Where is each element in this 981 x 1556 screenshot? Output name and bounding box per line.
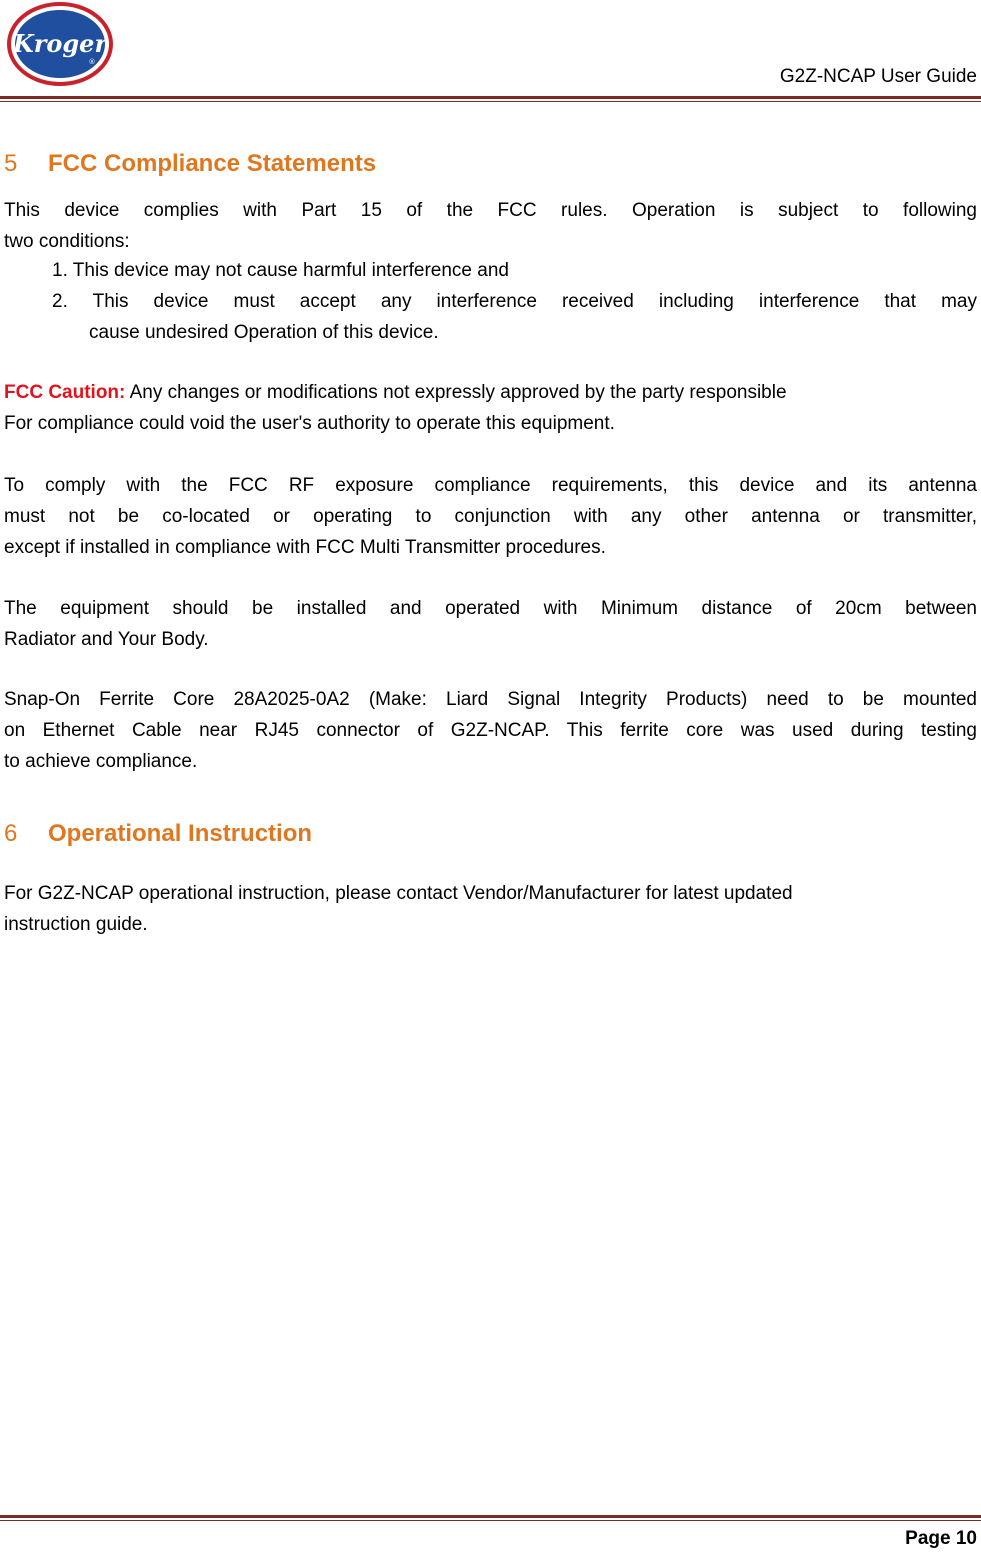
fcc-caution-line-1 — [4, 378, 977, 408]
rf-exposure-line-3: except if installed in compliance with FCC Multi Transmitter procedures. — [4, 537, 606, 558]
rf-exposure-line-1: To comply with the FCC RF exposure compliance requirements, this device and its antenna — [4, 475, 977, 496]
condition-2-text: This device must accept any interference received including interference that may — [92, 291, 977, 312]
fcc-caution-text: Any changes or modifications not expressly approved by the party responsible — [125, 382, 787, 403]
distance-line-2: Radiator and Your Body. — [4, 629, 209, 650]
condition-2-number: 2. — [52, 291, 68, 312]
doc-title: G2Z-NCAP User Guide — [779, 66, 977, 87]
condition-1-text: This device may not cause harmful interference and — [72, 260, 509, 281]
ferrite-line-3: to achieve compliance. — [4, 751, 198, 772]
intro-line-2: two conditions: — [4, 231, 130, 252]
ferrite-line-1: Snap-On Ferrite Core 28A2025-0A2 (Make: Liard Signal Integrity Products) need to be mounted — [4, 689, 977, 710]
ferrite-line-2: on Ethernet Cable near RJ45 connector of G2Z-NCAP. This ferrite core was used during testing — [4, 720, 977, 741]
section-5-title: FCC Compliance Statements — [48, 150, 377, 177]
section-5-heading — [4, 150, 376, 178]
logo-registered-mark: ® — [88, 58, 96, 66]
rf-exposure-line-2: must not be co-located or operating to conjunction with any other antenna or transmitter, — [4, 506, 977, 527]
footer-divider — [0, 1515, 981, 1521]
condition-item-1 — [52, 256, 977, 286]
page-number: Page 10 — [905, 1528, 977, 1549]
operational-line-1: For G2Z-NCAP operational instruction, please contact Vendor/Manufacturer for latest updated — [4, 883, 793, 904]
intro-line-1: This device complies with Part 15 of the FCC rules. Operation is subject to following — [4, 200, 977, 221]
section-6-number: 6 — [4, 820, 18, 847]
distance-line-1: The equipment should be installed and operated with Minimum distance of 20cm between — [4, 598, 977, 619]
operational-line-2: instruction guide. — [4, 914, 148, 935]
header-divider — [0, 96, 981, 102]
condition-1-number: 1. — [52, 260, 68, 281]
kroger-logo-icon — [6, 2, 114, 86]
fcc-caution-label: FCC Caution: — [4, 382, 126, 403]
section-6-title: Operational Instruction — [48, 820, 313, 847]
section-6-heading — [4, 820, 312, 848]
condition-2-continuation: cause undesired Operation of this device. — [89, 322, 439, 343]
kroger-logo — [6, 2, 114, 86]
logo-wordmark: Kroger — [12, 29, 108, 58]
condition-item-2 — [52, 287, 977, 317]
fcc-caution-line-2: For compliance could void the user's authority to operate this equipment. — [4, 413, 615, 434]
section-5-number: 5 — [4, 150, 18, 177]
